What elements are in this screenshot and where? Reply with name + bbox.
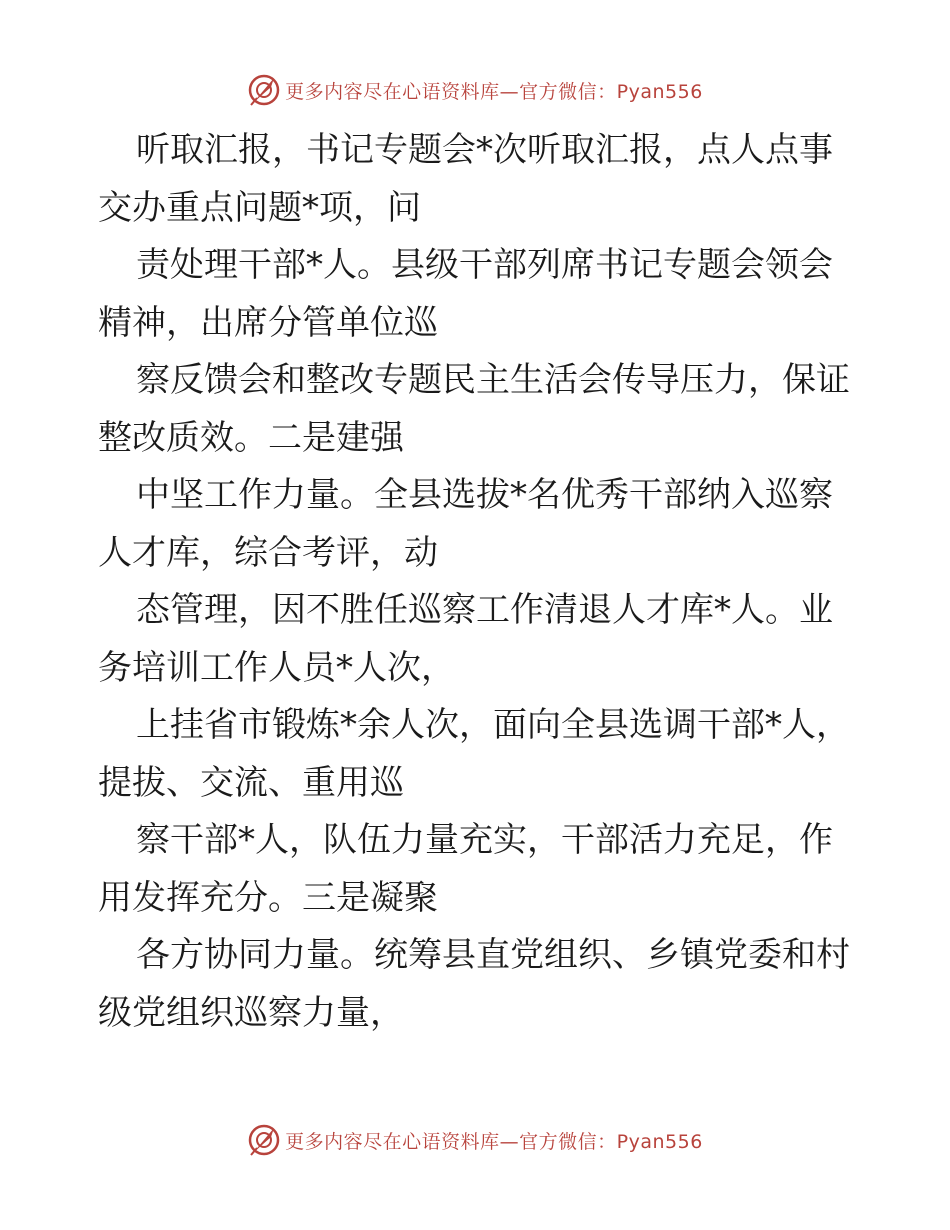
text-line: 交办重点问题*项，问 bbox=[98, 187, 421, 228]
text-line: 人才库，综合考评，动 bbox=[98, 532, 438, 573]
text-line: 责处理干部*人。县级干部列席书记专题会领会 bbox=[136, 245, 833, 285]
footer-banner bbox=[0, 1122, 950, 1158]
text-line: 提拔、交流、重用巡 bbox=[98, 762, 404, 803]
text-line: 精神，出席分管单位巡 bbox=[98, 302, 438, 343]
text-line: 上挂省市锻炼*余人次，面向全县选调干部*人， bbox=[136, 705, 850, 745]
text-line: 听取汇报，书记专题会*次听取汇报，点人点事 bbox=[136, 130, 833, 170]
text-line: 级党组织巡察力量， bbox=[98, 992, 404, 1033]
text-line: 各方协同力量。统筹县直党组织、乡镇党委和村 bbox=[136, 935, 850, 975]
text-line: 察干部*人，队伍力量充实，干部活力充足，作 bbox=[136, 820, 833, 860]
quill-logo-icon bbox=[247, 73, 281, 107]
text-line: 态管理，因不胜任巡察工作清退人才库*人。业 bbox=[136, 590, 833, 630]
text-line: 务培训工作人员*人次， bbox=[98, 647, 455, 688]
quill-logo-icon bbox=[247, 1123, 281, 1157]
document-body bbox=[98, 122, 858, 1042]
text-line: 察反馈会和整改专题民主生活会传导压力，保证 bbox=[136, 360, 850, 400]
header-banner bbox=[0, 72, 950, 108]
text-line: 中坚工作力量。全县选拔*名优秀干部纳入巡察 bbox=[136, 475, 833, 515]
footer-banner-text: 更多内容尽在心语资料库—官方微信：Pyan556 bbox=[285, 1130, 703, 1153]
text-line: 用发挥充分。三是凝聚 bbox=[98, 877, 438, 918]
text-line: 整改质效。二是建强 bbox=[98, 417, 404, 458]
header-banner-text: 更多内容尽在心语资料库—官方微信：Pyan556 bbox=[285, 80, 703, 103]
